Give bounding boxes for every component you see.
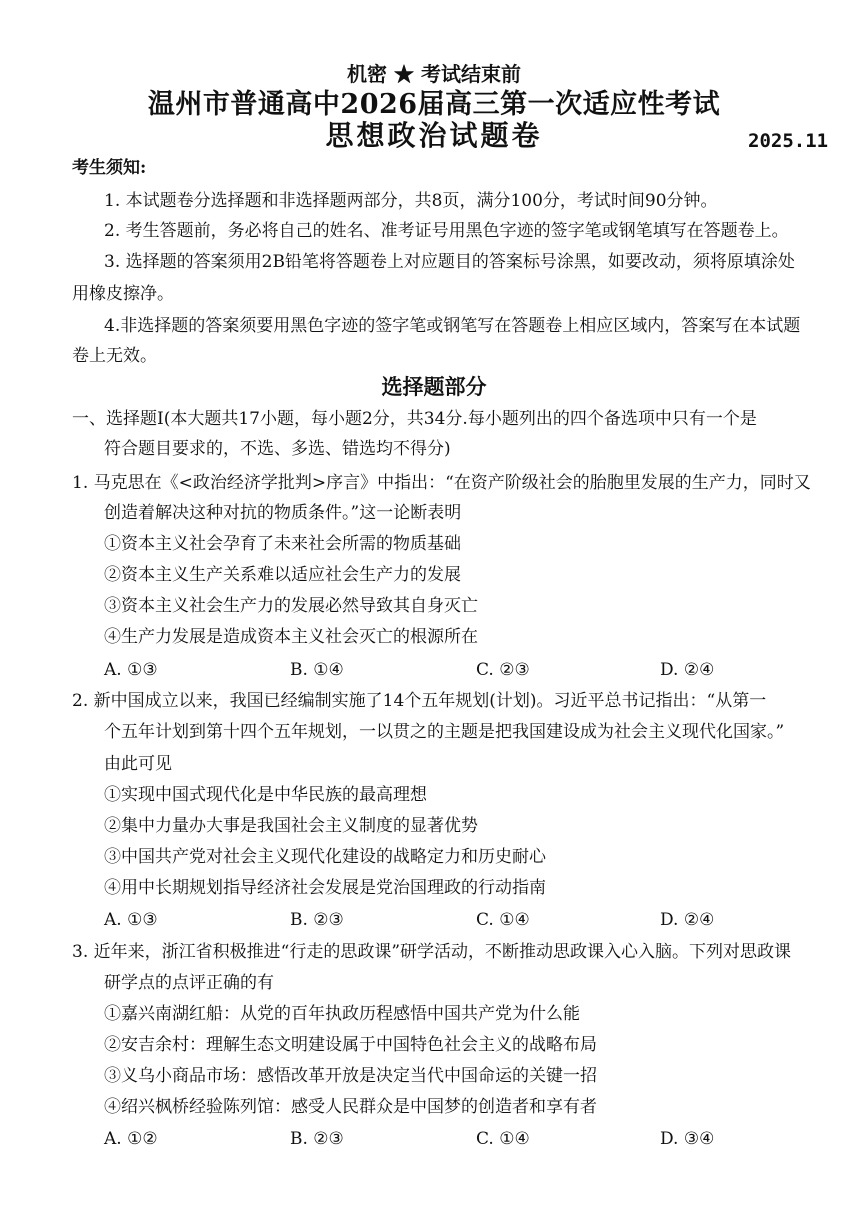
option-a: A. ①②	[104, 1129, 158, 1149]
question-stem: 2. 新中国成立以来，我国已经编制实施了14个五年规划(计划)。习近平总书记指出：“从第一	[72, 691, 767, 711]
notes-heading: 考生须知:	[72, 158, 147, 178]
notes-line: 用橡皮擦净。	[72, 284, 174, 304]
question-statement: ②资本主义生产关系难以适应社会生产力的发展	[104, 565, 461, 585]
exam-title: 温州市普通高中2026届高三第一次适应性考试	[147, 89, 721, 120]
question-statement: ②安吉余村：理解生态文明建设属于中国特色社会主义的战略布局	[104, 1035, 597, 1055]
section-instruction: 符合题目要求的，不选、多选、错选均不得分)	[104, 439, 451, 459]
option-a: A. ①③	[104, 910, 158, 930]
notes-line: 2. 考生答题前，务必将自己的姓名、准考证号用黑色字迹的签字笔或钢笔填写在答题卷上。	[104, 221, 789, 241]
question-stem: 由此可见	[104, 754, 172, 774]
notes-line: 卷上无效。	[72, 346, 157, 366]
option-b: B. ①④	[290, 660, 344, 680]
option-b: B. ②③	[290, 1129, 344, 1149]
confidential-marker: 机密 ★ 考试结束前	[347, 62, 521, 86]
option-c: C. ①④	[476, 910, 530, 930]
option-d: D. ②④	[660, 910, 715, 930]
question-stem: 3. 近年来，浙江省积极推进“行走的思政课”研学活动，不断推动思政课入心入脑。下列对思政课	[72, 942, 792, 962]
option-d: D. ③④	[660, 1129, 715, 1149]
exam-date: 2025.11	[748, 130, 829, 152]
notes-line: 3. 选择题的答案须用2B铅笔将答题卷上对应题目的答案标号涂黑，如要改动，须将原填涂处	[104, 252, 795, 272]
paper-title: 思想政治试题卷	[325, 119, 543, 152]
question-statement: ①嘉兴南湖红船：从党的百年执政历程感悟中国共产党为什么能	[104, 1004, 580, 1024]
question-statement: ③资本主义社会生产力的发展必然导致其自身灭亡	[104, 596, 478, 616]
question-stem: 个五年计划到第十四个五年规划，一以贯之的主题是把我国建设成为社会主义现代化国家。”	[104, 722, 785, 742]
section-title: 选择题部分	[381, 374, 487, 399]
section-instruction: 一、选择题Ⅰ(本大题共17小题，每小题2分，共34分.每小题列出的四个备选项中只有一个是	[72, 409, 757, 429]
option-a: A. ①③	[104, 660, 158, 680]
question-statement: ①资本主义社会孕育了未来社会所需的物质基础	[104, 534, 461, 554]
question-statement: ③义乌小商品市场：感悟改革开放是决定当代中国命运的关键一招	[104, 1066, 597, 1086]
option-b: B. ②③	[290, 910, 344, 930]
option-d: D. ②④	[660, 660, 715, 680]
question-stem: 1. 马克思在《<政治经济学批判>序言》中指出：“在资产阶级社会的胎胞里发展的生产力，同时又	[72, 473, 811, 493]
option-c: C. ①④	[476, 1129, 530, 1149]
question-statement: ④用中长期规划指导经济社会发展是党治国理政的行动指南	[104, 878, 546, 898]
question-statement: ④生产力发展是造成资本主义社会灭亡的根源所在	[104, 627, 478, 647]
option-c: C. ②③	[476, 660, 530, 680]
question-stem: 创造着解决这种对抗的物质条件。”这一论断表明	[104, 503, 462, 523]
question-statement: ①实现中国式现代化是中华民族的最高理想	[104, 785, 427, 805]
notes-line: 4.非选择题的答案须要用黑色字迹的签字笔或钢笔写在答题卷上相应区域内，答案写在本试题	[104, 316, 801, 336]
notes-line: 1. 本试题卷分选择题和非选择题两部分，共8页，满分100分，考试时间90分钟。	[104, 191, 718, 211]
question-stem: 研学点的点评正确的有	[104, 973, 274, 993]
question-statement: ②集中力量办大事是我国社会主义制度的显著优势	[104, 816, 478, 836]
question-statement: ③中国共产党对社会主义现代化建设的战略定力和历史耐心	[104, 847, 546, 867]
question-statement: ④绍兴枫桥经验陈列馆：感受人民群众是中国梦的创造者和享有者	[104, 1097, 597, 1117]
